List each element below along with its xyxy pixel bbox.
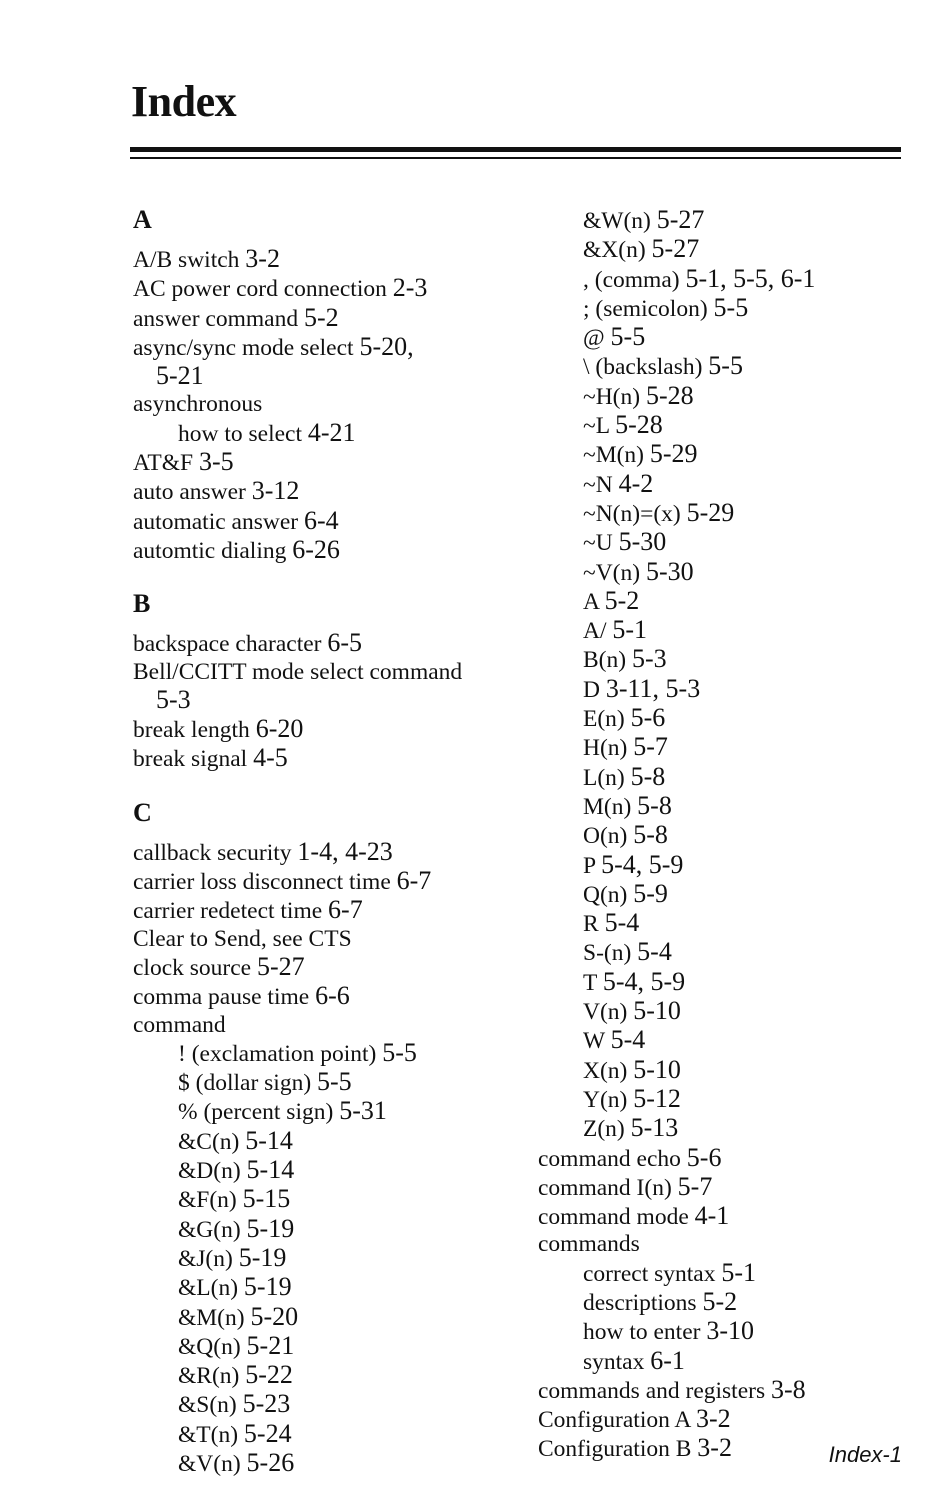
index-term: $ (dollar sign) (178, 1070, 312, 1097)
index-subentry (538, 733, 938, 762)
page-reference: 5-19 (243, 1272, 292, 1302)
index-term: backspace character (133, 631, 322, 658)
index-entry (133, 448, 533, 477)
page-reference: 4-2 (618, 468, 654, 498)
index-subentry (538, 821, 938, 850)
index-entry (133, 245, 533, 274)
index-column-left (133, 205, 533, 1478)
index-entry (133, 536, 533, 565)
section-letter: A (133, 205, 152, 234)
page-reference: 3-11, 5-3 (605, 673, 701, 703)
page-reference: 5-2 (303, 302, 339, 332)
index-subentry (133, 1390, 533, 1419)
page-reference: 3-10 (706, 1316, 755, 1346)
page-reference: 5-28 (615, 410, 663, 440)
page-reference: 5-2 (702, 1286, 738, 1316)
index-term: ~V(n) (583, 559, 641, 586)
index-term: Bell/CCITT mode select command (133, 658, 463, 685)
page-reference: 4-21 (307, 417, 356, 447)
index-entry (538, 1231, 938, 1258)
page-reference: 3-5 (198, 447, 234, 477)
page-title: Index (131, 77, 237, 126)
index-subentry (538, 1288, 938, 1317)
index-column-right (538, 206, 938, 1464)
index-entry (133, 744, 533, 773)
index-entry (133, 896, 533, 925)
index-term: ! (exclamation point) (178, 1040, 377, 1067)
index-subentry (538, 1347, 938, 1376)
page-reference: 5-3 (631, 644, 667, 674)
page-reference: 5-10 (633, 996, 681, 1026)
index-entry (133, 304, 533, 333)
index-term: A/B switch (133, 247, 240, 273)
page-reference: 3-2 (245, 244, 280, 273)
index-term: , (comma) (583, 266, 680, 293)
page-reference: 5-21 (246, 1330, 295, 1360)
page-reference: 5-4 (604, 908, 640, 938)
page-reference: 5-21 (156, 361, 204, 391)
page-reference: 5-10 (633, 1054, 681, 1084)
section-letter: B (133, 589, 151, 619)
page-reference: 5-29 (686, 497, 735, 527)
index-entry (133, 867, 533, 896)
index-subentry (538, 938, 938, 967)
index-term: async/sync mode select (133, 334, 354, 361)
index-term: &T(n) (178, 1421, 239, 1448)
index-entry (538, 1144, 938, 1173)
page-reference: 5-14 (245, 1125, 293, 1155)
index-term: break signal (133, 746, 248, 773)
index-subentry (133, 1215, 533, 1244)
index-term: command I(n) (538, 1174, 672, 1201)
index-term: command echo (538, 1145, 681, 1172)
index-term: &V(n) (178, 1450, 241, 1477)
index-subentry (538, 528, 938, 557)
page-reference: 5-30 (618, 527, 667, 557)
index-entry (133, 274, 533, 303)
index-term: command (133, 1011, 226, 1038)
index-subentry (538, 1317, 938, 1346)
page-reference: 5-26 (246, 1447, 295, 1477)
index-subentry (538, 645, 938, 674)
index-term: M(n) (583, 793, 632, 820)
page-reference: 5-9 (633, 878, 668, 908)
section-gap (133, 565, 533, 589)
index-subentry (538, 323, 938, 352)
index-entry (538, 1202, 938, 1231)
index-subentry (538, 352, 938, 381)
index-term: break length (133, 717, 250, 744)
index-entry (133, 715, 533, 744)
index-subentry (133, 1039, 533, 1068)
index-term: automtic dialing (133, 537, 287, 564)
index-entry (133, 507, 533, 536)
section-gap (133, 774, 533, 798)
index-term: Q(n) (583, 881, 628, 908)
index-subentry (538, 1085, 938, 1114)
index-entry (133, 362, 533, 391)
page-reference: 6-7 (328, 895, 363, 925)
page-reference: 5-6 (686, 1142, 722, 1172)
page-reference: 3-2 (695, 1404, 731, 1434)
index-subentry (538, 616, 938, 645)
index-subentry (538, 382, 938, 411)
page-reference: 5-31 (339, 1096, 387, 1126)
index-term: S-(n) (583, 940, 632, 967)
page-reference: 5-1 (612, 615, 648, 645)
index-entry (133, 982, 533, 1011)
page-reference: 5-28 (645, 380, 694, 410)
index-entry (133, 1012, 533, 1039)
page-reference: 5-14 (246, 1155, 295, 1185)
index-term: ~U (583, 530, 613, 557)
index-term: Clear to Send, see CTS (133, 925, 352, 952)
index-term: &W(n) (583, 208, 651, 234)
page-reference: 3-2 (697, 1433, 732, 1463)
page-reference: 5-4, 5-9 (602, 966, 686, 996)
index-term: &D(n) (178, 1158, 241, 1185)
index-subentry (538, 235, 938, 264)
index-term: carrier redetect time (133, 898, 323, 925)
index-term: Y(n) (583, 1086, 628, 1113)
page-reference: 5-27 (256, 951, 305, 981)
page-reference: 5-22 (245, 1360, 293, 1390)
index-entry (133, 333, 533, 362)
index-term: &C(n) (178, 1128, 240, 1155)
index-entry (133, 686, 533, 715)
page-reference: 3-8 (770, 1374, 806, 1404)
index-term: T (583, 969, 597, 996)
index-term: % (percent sign) (178, 1099, 334, 1126)
index-subentry (133, 1303, 533, 1332)
index-term: &L(n) (178, 1275, 239, 1302)
index-term: Configuration A (538, 1407, 691, 1434)
index-subentry (133, 1127, 533, 1156)
index-term: answer command (133, 305, 299, 332)
page-reference: 5-23 (242, 1389, 291, 1419)
page-reference: 5-19 (238, 1242, 287, 1272)
page-reference: 5-2 (604, 585, 640, 615)
section-letter: C (133, 797, 152, 827)
index-term: ~M(n) (583, 442, 645, 469)
index-term: commands (538, 1231, 640, 1258)
page-reference: 5-6 (630, 703, 666, 733)
index-subentry (133, 1185, 533, 1214)
index-subentry (133, 1332, 533, 1361)
page-reference: 5-15 (242, 1184, 291, 1214)
index-entry (538, 1376, 938, 1405)
index-term: command mode (538, 1204, 689, 1231)
page-reference: 5-20, (359, 331, 414, 361)
page-reference: 5-24 (243, 1418, 292, 1448)
index-term: clock source (133, 954, 252, 981)
index-subentry (538, 675, 938, 704)
index-term: ~N (583, 471, 613, 498)
page-reference: 2-3 (392, 273, 428, 303)
page-reference: 5-8 (630, 761, 666, 791)
page-reference: 6-26 (292, 534, 340, 564)
page-reference: 5-5 (382, 1037, 417, 1067)
index-subentry (538, 704, 938, 733)
index-term: Z(n) (583, 1116, 625, 1143)
index-term: R (583, 911, 599, 938)
index-subentry (538, 440, 938, 469)
page-reference: 5-13 (630, 1113, 679, 1143)
index-subentry (538, 470, 938, 499)
index-subentry (133, 419, 533, 448)
index-term: auto answer (133, 479, 246, 506)
index-term: ; (semicolon) (583, 295, 708, 322)
page-reference: 5-3 (156, 684, 191, 714)
index-term: &S(n) (178, 1392, 237, 1419)
index-term: comma pause time (133, 984, 310, 1011)
index-entry (538, 1405, 938, 1434)
page-reference: 6-6 (315, 981, 350, 1011)
index-term: W (583, 1028, 605, 1055)
index-term: X(n) (583, 1057, 628, 1084)
page-reference: 5-12 (633, 1083, 681, 1113)
index-subentry (133, 1097, 533, 1126)
index-entry (133, 477, 533, 506)
index-entry (133, 629, 533, 658)
index-subentry (133, 1361, 533, 1390)
index-subentry (538, 997, 938, 1026)
index-entry (133, 659, 533, 686)
index-term: ~L (583, 413, 610, 440)
page-reference: 5-20 (250, 1301, 299, 1331)
page-reference: 5-4 (637, 937, 672, 967)
page-reference: 5-27 (651, 234, 700, 264)
index-subentry (538, 206, 938, 235)
page-reference: 6-1 (650, 1345, 685, 1375)
index-term: &M(n) (178, 1304, 245, 1331)
index-subentry (538, 1259, 938, 1288)
page-reference: 6-7 (396, 866, 432, 896)
index-term: commands and registers (538, 1377, 766, 1404)
index-entry (133, 391, 533, 418)
index-subentry (538, 880, 938, 909)
index-term: E(n) (583, 706, 625, 733)
index-term: automatic answer (133, 508, 299, 535)
index-term: D (583, 676, 600, 703)
index-subentry (133, 1068, 533, 1097)
index-term: H(n) (583, 735, 628, 762)
page-reference: 5-8 (633, 820, 668, 850)
page-reference: 6-5 (327, 628, 363, 658)
index-term: correct syntax (583, 1260, 716, 1287)
page-reference: 5-29 (649, 439, 698, 469)
page-reference: 4-5 (253, 743, 288, 773)
page-reference: 5-19 (246, 1213, 295, 1243)
index-term: V(n) (583, 999, 628, 1026)
page-reference: 5-1, 5-5, 6-1 (685, 263, 816, 293)
index-term: A (583, 588, 599, 615)
index-subentry (538, 1114, 938, 1143)
page-reference: 6-20 (255, 714, 304, 744)
page-reference: 5-8 (637, 790, 672, 820)
index-term: how to enter (583, 1319, 701, 1346)
index-subentry (538, 968, 938, 997)
index-term: Configuration B (538, 1436, 692, 1463)
page-reference: 5-7 (677, 1171, 713, 1201)
index-term: &G(n) (178, 1216, 241, 1243)
index-term: &F(n) (178, 1187, 237, 1214)
index-term: callback security (133, 839, 292, 866)
index-term: L(n) (583, 764, 625, 791)
index-entry (133, 953, 533, 982)
page-reference: 5-30 (645, 556, 694, 586)
index-subentry (538, 558, 938, 587)
index-term: syntax (583, 1348, 645, 1375)
index-term: P (583, 852, 596, 879)
page-reference: 5-4, 5-9 (601, 849, 684, 879)
index-subentry (538, 587, 938, 616)
page-reference: 5-27 (656, 205, 705, 234)
index-term: ~H(n) (583, 383, 641, 410)
index-subentry (538, 792, 938, 821)
page-reference: 4-1 (694, 1201, 730, 1231)
index-subentry (538, 909, 938, 938)
index-entry (538, 1173, 938, 1202)
index-subentry (133, 1420, 533, 1449)
page-reference: 5-7 (633, 732, 668, 762)
index-subentry (538, 1056, 938, 1085)
page-reference: 5-5 (317, 1067, 352, 1097)
index-term: how to select (178, 420, 302, 447)
header-rule-thick (130, 147, 901, 152)
index-subentry (538, 763, 938, 792)
index-term: ~N(n)=(x) (583, 500, 681, 527)
index-term: A/ (583, 618, 607, 645)
page-reference: 3-12 (251, 476, 300, 506)
index-subentry (538, 499, 938, 528)
page-reference: 5-5 (610, 322, 646, 352)
index-subentry (538, 265, 938, 294)
page-reference: 5-5 (708, 351, 743, 381)
index-entry (133, 838, 533, 867)
index-term: &J(n) (178, 1245, 233, 1272)
index-subentry (538, 411, 938, 440)
page-reference: 5-5 (713, 292, 749, 322)
index-entry (133, 926, 533, 953)
page-number: Index-1 (828, 1442, 902, 1467)
index-term: descriptions (583, 1289, 697, 1316)
index-term: @ (583, 325, 605, 352)
index-subentry (133, 1273, 533, 1302)
page-reference: 5-4 (610, 1025, 646, 1055)
page-reference: 1-4, 4-23 (297, 836, 393, 866)
page-reference: 6-4 (303, 505, 339, 535)
header-rule-thin (130, 157, 901, 159)
index-subentry (133, 1449, 533, 1478)
index-subentry (538, 851, 938, 880)
index-term: \ (backslash) (583, 354, 703, 381)
index-subentry (133, 1156, 533, 1185)
index-term: &X(n) (583, 237, 646, 264)
index-term: &Q(n) (178, 1333, 241, 1360)
index-subentry (538, 1026, 938, 1055)
index-term: AT&F (133, 450, 194, 477)
page-reference: 5-1 (721, 1257, 756, 1287)
index-term: AC power cord connection (133, 276, 387, 303)
index-term: O(n) (583, 823, 628, 850)
index-term: asynchronous (133, 391, 263, 418)
index-term: carrier loss disconnect time (133, 869, 391, 896)
index-subentry (538, 294, 938, 323)
index-term: B(n) (583, 647, 627, 674)
index-subentry (133, 1244, 533, 1273)
index-term: &R(n) (178, 1363, 240, 1390)
